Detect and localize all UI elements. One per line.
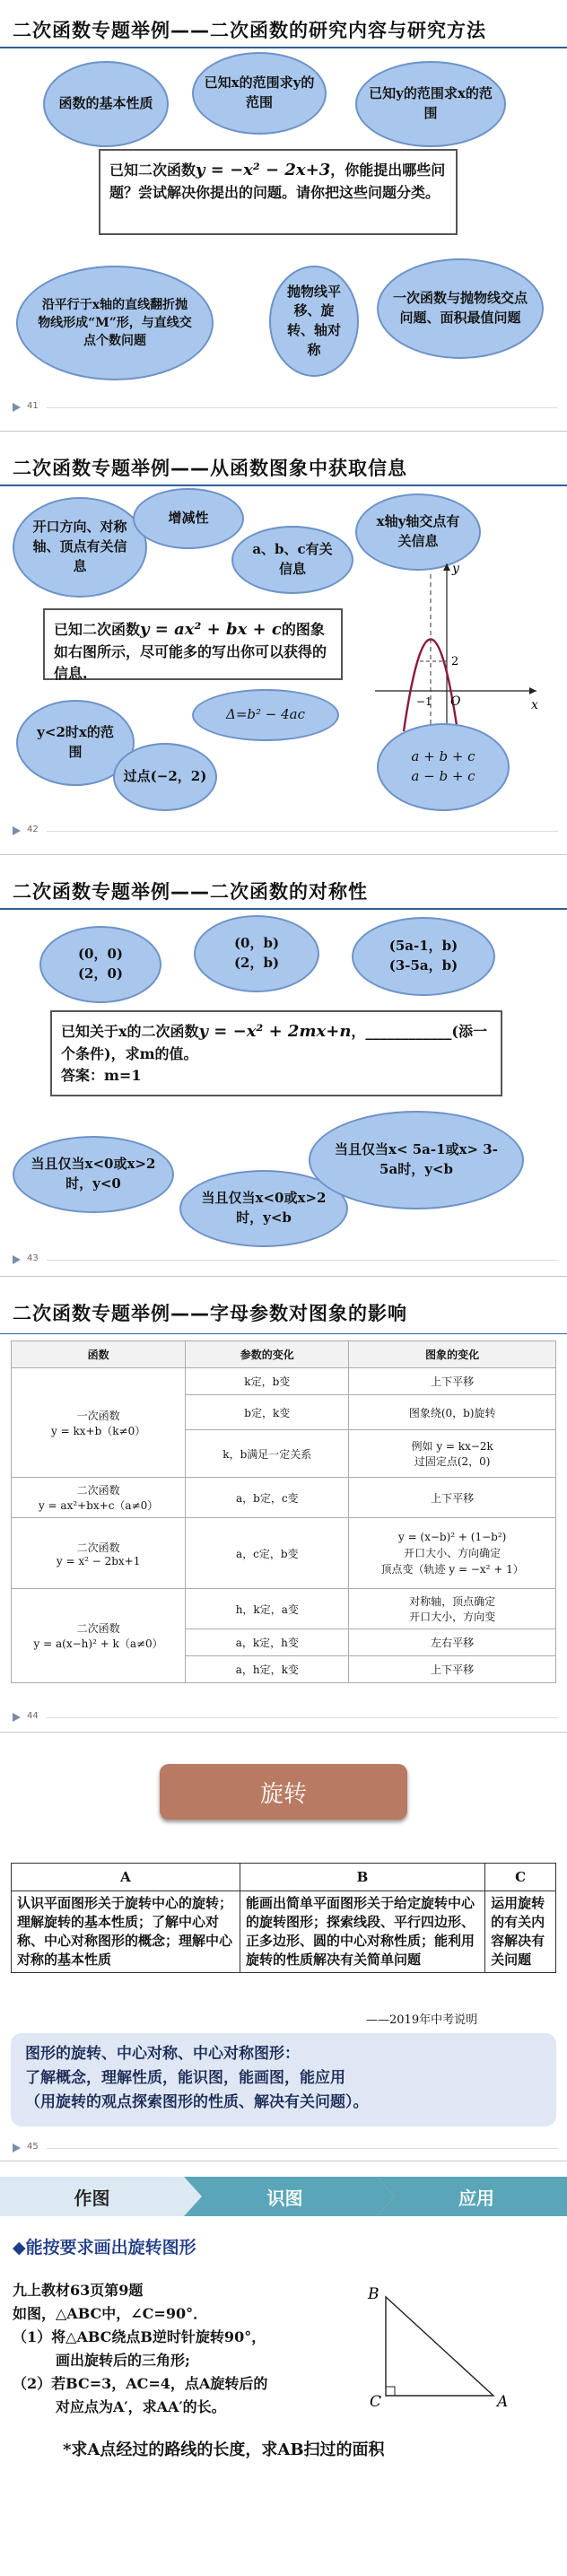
tab-drawing[interactable]: 作图 (74, 2187, 110, 2209)
triangle-figure (359, 2279, 520, 2414)
graph-y-label: y (452, 562, 459, 576)
parabola-curve (404, 640, 458, 732)
cloud-pair-b: (0，b) (2，b) (194, 915, 319, 992)
cloud-y-range: 已知y的范围求x的范围 (355, 61, 506, 147)
title-rule (0, 47, 567, 48)
slide-footer (0, 824, 567, 840)
slide-1 (0, 0, 567, 432)
footer-triangle-icon (13, 2144, 21, 2152)
page-number: 44 (27, 1711, 39, 1721)
page-number: 41 (27, 401, 39, 411)
param-cell: a，c定，b变 (186, 1518, 349, 1589)
func-quadratic-b: 二次函数 y = x² − 2bx+1 (12, 1518, 186, 1589)
param-cell: a，k定，h变 (186, 1629, 349, 1656)
footer-line (47, 2148, 558, 2149)
question-box (99, 149, 458, 235)
vertex-c: C (370, 2393, 382, 2411)
graph-tick-minus1: −1 (416, 695, 432, 708)
table-row (12, 1368, 556, 1395)
cloud-pair-zero: (0，0) (2，0) (39, 926, 161, 1003)
cloud-point: 过点(−2，2) (113, 743, 217, 811)
cloud-transform: 抛物线平移、旋转、轴对称 (269, 266, 359, 377)
slide-title: 二次函数专题举例——二次函数的对称性 (13, 881, 368, 903)
header-param-change: 参数的变化 (186, 1341, 349, 1368)
equation: y = −x² − 2x+3 (196, 161, 331, 179)
change-cell: 上下平移 (349, 1656, 556, 1683)
header-c: C (485, 1864, 556, 1891)
page-number: 42 (27, 825, 39, 834)
problem-source: 九上教材63页第9题 (13, 2282, 144, 2299)
cloud-cond-a: 当且仅当x< 5a-1或x> 3-5a时，y<b (309, 1111, 524, 1209)
footer-line (47, 831, 558, 832)
footer-line (47, 1260, 558, 1261)
cloud-abc-sums: a + b + c a − b + c (377, 723, 510, 811)
x-axis-arrow-icon (529, 687, 536, 694)
problem-line: （1）将△ABC绕点B逆时针旋转90°， (13, 2328, 266, 2345)
change-cell: 例如 y = kx−2k 过固定点(2，0) (349, 1430, 556, 1478)
change-cell: 对称轴，顶点确定 开口大小，方向变 (349, 1589, 556, 1629)
graph-x-label: x (531, 698, 538, 712)
header-graph-change: 图象的变化 (349, 1341, 556, 1368)
section-heading: ◆能按要求画出旋转图形 (13, 2238, 196, 2257)
cell-c: 运用旋转的有关内容解决有关问题 (485, 1891, 556, 1973)
func-quadratic-general: 二次函数 y = ax²+bx+c（a≠0） (12, 1478, 186, 1518)
tab-application[interactable]: 应用 (458, 2187, 494, 2209)
param-cell: k，b满足一定关系 (186, 1430, 349, 1478)
func-linear: 一次函数 y = kx+b（k≠0） (12, 1368, 186, 1478)
slide-title: 二次函数专题举例——从函数图象中获取信息 (13, 458, 407, 479)
slide-footer (0, 1253, 567, 1269)
cloud-basic-properties: 函数的基本性质 (43, 61, 169, 147)
cloud-intersection: 一次函数与抛物线交点问题、面积最值问题 (377, 258, 544, 359)
equation: y = ax² + bx + c (140, 620, 282, 639)
footer-triangle-icon (13, 403, 21, 412)
cloud-x-range: 已知x的范围求y的范围 (192, 52, 327, 135)
y-axis-arrow-icon (443, 563, 450, 571)
problem-line: 画出旋转后的三角形; (56, 2352, 190, 2369)
cloud-pair-a: (5a-1，b) (3-5a，b) (352, 917, 495, 996)
table-row (12, 1478, 556, 1518)
footer-line (47, 407, 558, 408)
problem-line: 如图，△ABC中，∠C=90°． (13, 2305, 208, 2322)
slide-footer (0, 1710, 567, 1726)
vertex-a: A (497, 2393, 509, 2411)
cloud-monotonicity: 增减性 (133, 488, 244, 549)
header-function: 函数 (12, 1341, 186, 1368)
requirements-table (11, 1863, 556, 1973)
rotation-banner: 旋转 (160, 1764, 407, 1820)
cell-b: 能画出简单平面图形关于给定旋转中心的旋转图形；探索线段、平行四边形、正多边形、圆的中心对称性质；能利用旋转的性质解决有关简单问题 (240, 1891, 484, 1973)
question-prefix: 已知关于x的二次函数 (61, 1023, 199, 1040)
title-rule (0, 908, 567, 910)
cloud-cond-zero: 当且仅当x<0或x>2时，y<0 (13, 1136, 174, 1213)
slide-title: 二次函数专题举例——字母参数对图象的影响 (13, 1303, 407, 1324)
cloud-axis-intersections: x轴y轴交点有关信息 (355, 493, 481, 571)
slide-3 (0, 861, 567, 1277)
summary-box: 图形的旋转、中心对称、中心对称图形： 了解概念，理解性质，能识图，能画图，能应用 （用旋转的观点探索图形的性质、解决有关问题）。 (11, 2033, 556, 2126)
param-cell: a，b定，c变 (186, 1478, 349, 1518)
right-angle-mark (386, 2387, 395, 2396)
table-row (12, 1589, 556, 1629)
page-number: 43 (27, 1253, 39, 1263)
table-row (12, 1518, 556, 1589)
parabola-graph (366, 556, 545, 736)
cloud-abc-info: a、b、c有关信息 (231, 526, 353, 594)
footer-triangle-icon (13, 1713, 21, 1722)
footer-triangle-icon (13, 1255, 21, 1264)
param-cell: k定，b变 (186, 1368, 349, 1395)
problem-line: 对应点为A′，求AA′的长。 (56, 2398, 226, 2415)
vertex-b: B (368, 2285, 379, 2303)
header-a: A (12, 1864, 240, 1891)
footer-triangle-icon (13, 826, 21, 835)
header-b: B (240, 1864, 484, 1891)
parameter-table (11, 1340, 556, 1683)
graph-tick-2: 2 (451, 655, 459, 668)
right-triangle (386, 2297, 493, 2396)
title-rule (0, 485, 567, 486)
title-rule (0, 1333, 567, 1334)
question-suffix: ，你能提出哪些问题？尝试解决你提出的问题。请你把这些问题分类。 (109, 162, 446, 201)
question-suffix: ，____________(添一个条件)，求m的值。 (61, 1023, 487, 1062)
param-cell: b定，k变 (186, 1395, 349, 1430)
change-cell: 图象绕(0，b)旋转 (349, 1395, 556, 1430)
table-header-row (12, 1341, 556, 1368)
cloud-m-shape: 沿平行于x轴的直线翻折抛物线形成“M”形，与直线交点个数问题 (16, 266, 214, 380)
change-cell: 左右平移 (349, 1629, 556, 1656)
page-number: 45 (27, 2142, 39, 2152)
slide-title: 二次函数专题举例——二次函数的研究内容与研究方法 (13, 20, 486, 41)
table-header-row (12, 1864, 556, 1891)
question-prefix: 已知二次函数 (109, 162, 196, 179)
slide-footer (0, 2141, 567, 2157)
slide-2 (0, 438, 567, 855)
func-vertex-form: 二次函数 y = a(x−h)² + k（a≠0） (12, 1589, 186, 1683)
param-cell: a，h定，k变 (186, 1656, 349, 1683)
graph-origin-label: O (450, 694, 461, 709)
change-cell: 上下平移 (349, 1368, 556, 1395)
question-prefix: 已知二次函数 (54, 621, 141, 638)
tab-reading[interactable]: 识图 (266, 2187, 303, 2209)
change-cell: 上下平移 (349, 1478, 556, 1518)
slide-footer (0, 400, 567, 416)
question-box (50, 1010, 502, 1096)
cloud-discriminant: Δ=b² − 4ac (192, 689, 339, 741)
table-row (12, 1891, 556, 1973)
cell-a: 认识平面图形关于旋转中心的旋转；理解旋转的基本性质；了解中心对称、中心对称图形的概念；理解中心对称的基本性质 (12, 1891, 240, 1973)
cloud-vertex-info: 开口方向、对称轴、顶点有关信息 (13, 497, 147, 598)
question-suffix: 的图象如右图所示，尽可能多的写出你可以获得的信息. (54, 621, 327, 682)
extension-note: *求A点经过的路线的长度，求AB扫过的面积 (63, 2441, 385, 2459)
change-cell: y = (x−b)² + (1−b²) 开口大小、方向确定 顶点变（轨迹 y = −x² + 1） (349, 1518, 556, 1589)
tab-bar (0, 2177, 567, 2216)
answer-text: 答案：m=1 (61, 1067, 142, 1084)
cloud-cond-b: 当且仅当x<0或x>2时，y<b (179, 1170, 348, 1247)
cloud-y-less-2: y<2时x的范围 (16, 700, 135, 786)
equation: y = −x² + 2mx+n (198, 1022, 352, 1041)
param-cell: h，k定，a变 (186, 1589, 349, 1629)
source-note: ——2019年中考说明 (366, 2013, 478, 2027)
problem-line: （2）若BC=3，AC=4，点A旋转后的 (13, 2375, 268, 2392)
footer-line (47, 1717, 558, 1718)
question-box (43, 608, 343, 680)
